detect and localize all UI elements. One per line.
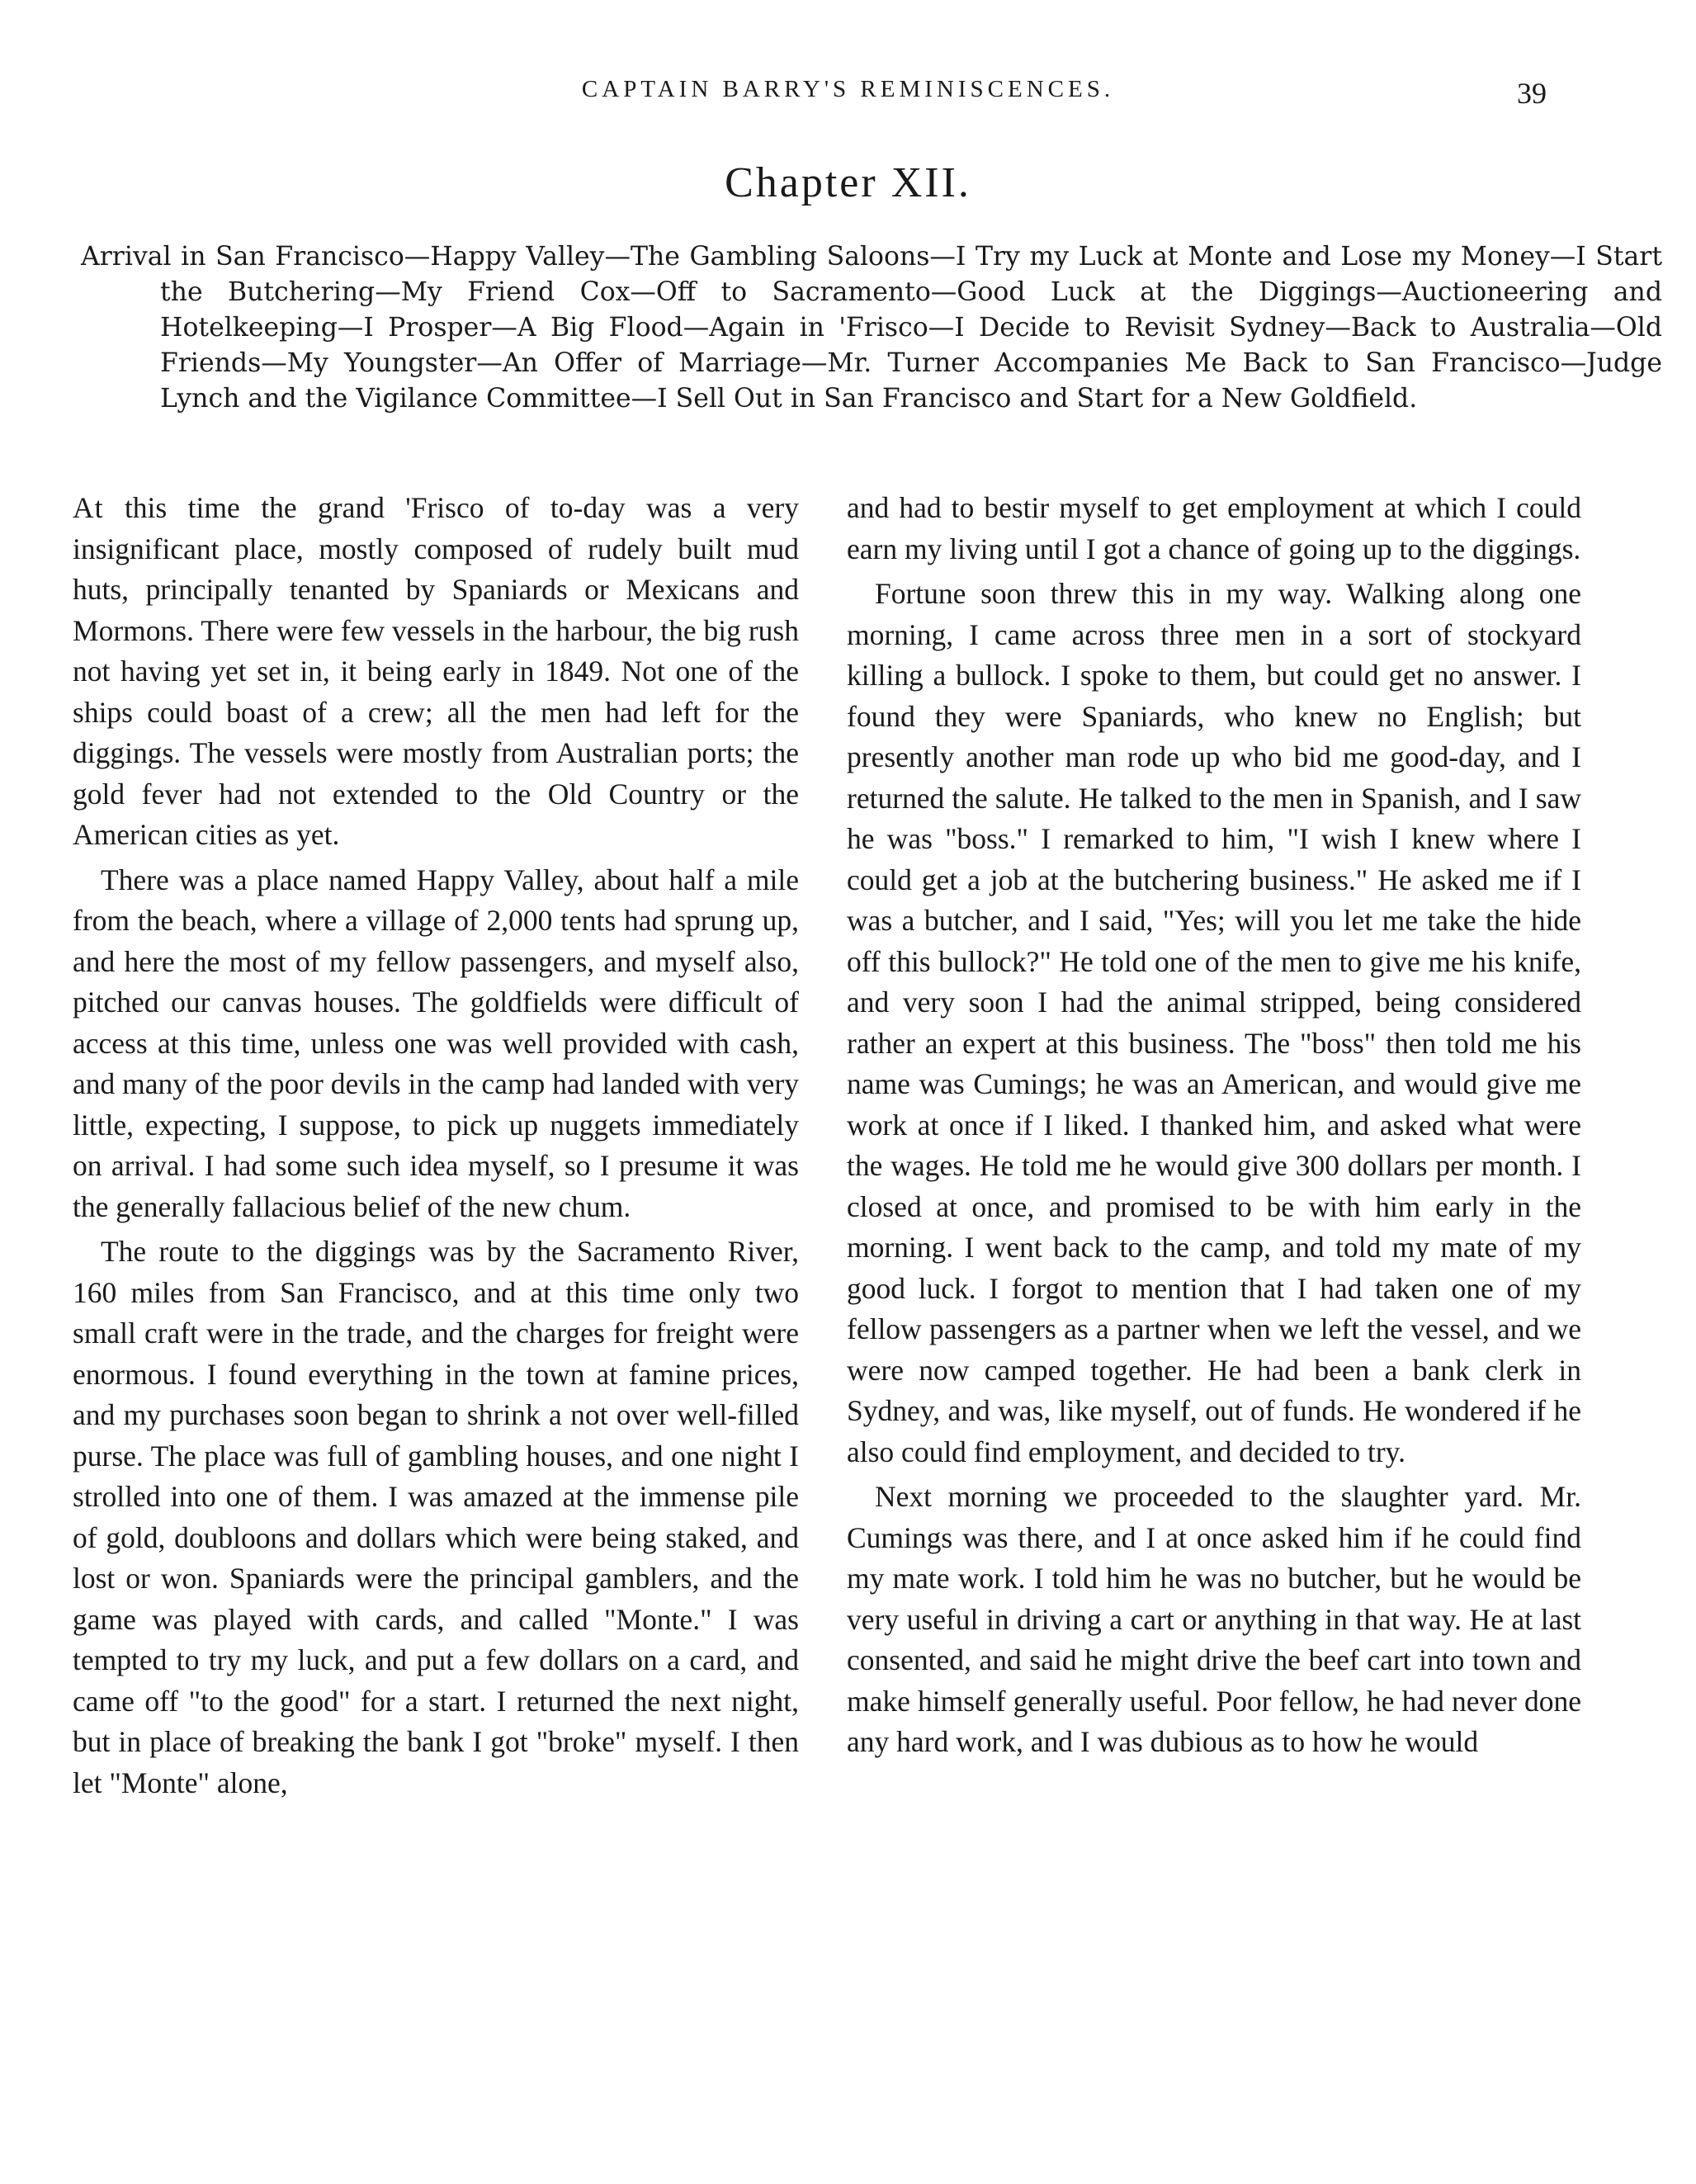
paragraph: The route to the diggings was by the Sacramento River, 160 miles from San Francisco, and at this time only two small craft were in the trade, and the charges for freight were enormous. I found everything in the town at famine prices, and my purchases soon began to shrink a not over well-filled purse. The place was full of gambling houses, and one night I strolled into one of them. I was amazed at the immense pile of gold, doubloons and dollars which were being staked, and lost or won. Spaniards were the principal gamblers, and the game was played with cards, and called "Monte." I was tempted to try my luck, and put a few dollars on a card, and came off "to the good" for a start. I returned the next night, but in place of breaking the bank I got "broke" myself. I then let "Monte" alone,	[73, 1235, 799, 1799]
chapter-summary: Arrival in San Francisco—Happy Valley—The Gambling Saloons—I Try my Luck at Monte and Lose my Money—I Start the Butchering—My Friend Cox—Off to Sacramento—Good Luck at the Diggings—Auctioneering and Hotelkeeping—I Prosper—A Big Flood—Again in 'Frisco—I Decide to Revisit Sydney—Back to Australia—Old Friends—My Youngster—An Offer of Marriage—Mr. Turner Accompanies Me Back to San Francisco—Judge Lynch and the Vigilance Committee—I Sell Out in San Francisco and Start for a New Goldfield.	[81, 242, 1662, 414]
left-column	[73, 488, 799, 1808]
right-column	[847, 488, 1581, 1767]
paragraph: and had to bestir myself to get employment at which I could earn my living until I got a chance of going up to the diggings.	[847, 491, 1581, 565]
running-head: CAPTAIN BARRY'S REMINISCENCES.	[581, 76, 1115, 102]
paragraph: Next morning we proceeded to the slaughter yard. Mr. Cumings was there, and I at once asked him if he could find my mate work. I told him he was no butcher, but he would be very useful in driving a cart or anything in that way. He at last consented, and said he might drive the beef cart into town and make himself generally useful. Poor fellow, he had never done any hard work, and I was dubious as to how he would	[847, 1480, 1581, 1758]
opening-word: At	[73, 491, 104, 524]
paragraph: Fortune soon threw this in my way. Walking along one morning, I came across three men in a sort of stockyard killing a bullock. I spoke to them, but could get no answer. I found they were Spaniards, who knew no English; but presently another man rode up who bid me good-day, and I returned the salute. He talked to the men in Spanish, and I saw he was "boss." I remarked to him, "I wish I knew where I could get a job at the butchering business." He asked me if I was a butcher, and I said, "Yes; will you let me take the hide off this bullock?" He told one of the men to give me his knife, and very soon I had the animal stripped, being considered rather an expert at this business. The "boss" then told me his name was Cumings; he was an American, and would give me work at once if I liked. I thanked him, and asked what were the wages. He told me he would give 300 dollars per month. I closed at once, and promised to be with him early in the morning. I went back to the camp, and told my mate of my good luck. I forgot to mention that I had taken one of my fellow passengers as a partner when we left the vessel, and we were now camped together. He had been a bank clerk in Sydney, and was, like myself, out of funds. He wondered if he also could find employment, and decided to try.	[847, 577, 1581, 1468]
paragraph	[73, 488, 799, 856]
paragraph: There was a place named Happy Valley, about half a mile from the beach, where a village of 2,000 tents had sprung up, and here the most of my fellow passengers, and myself also, pitched our canvas houses. The goldfields were difficult of access at this time, unless one was well provided with cash, and many of the poor devils in the camp had landed with very little, expecting, I suppose, to pick up nuggets immediately on arrival. I had some such idea myself, so I presume it was the generally fallacious belief of the new chum.	[73, 863, 799, 1223]
chapter-title: Chapter XII.	[725, 159, 971, 206]
paragraph-text: this time the grand 'Frisco of to-day was a very insignificant place, mostly composed of rudely built mud huts, principally tenanted by Spaniards or Mexicans and Mormons. There were few vessels in the harbour, the big rush not having yet set in, it being early in 1849. Not one of the ships could boast of a crew; all the men had left for the diggings. The vessels were mostly from Australian ports; the gold fever had not extended to the Old Country or the American cities as yet.	[73, 491, 799, 851]
page-number: 39	[1517, 77, 1547, 110]
